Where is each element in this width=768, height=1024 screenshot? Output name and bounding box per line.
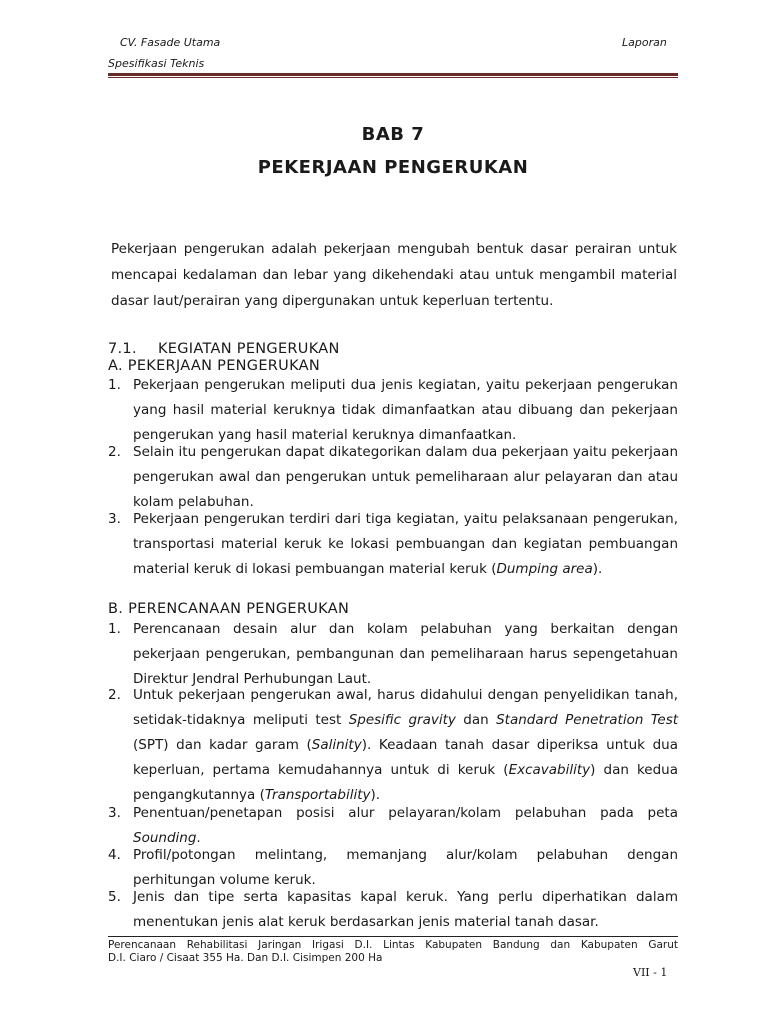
- chapter-title: PEKERJAAN PENGERUKAN: [257, 157, 529, 178]
- list-item-a1: [108, 373, 678, 448]
- header-rule-thick: [108, 73, 678, 76]
- page-footer: [108, 939, 678, 965]
- subsection-b-heading: B. PERENCANAAN PENGERUKAN: [108, 601, 350, 617]
- list-item-number: 2.: [108, 444, 121, 460]
- section-number: 7.1.: [108, 341, 137, 357]
- list-item-number: 1.: [108, 377, 121, 393]
- list-item-text: Untuk pekerjaan pengerukan awal, harus didahului dengan penyelidikan tanah, setidak-tidaknya meliputi test Spesific gravity dan Standard Penetration Test (SPT) dan kadar garam (Salinity). Keadaan tanah dasar diperiksa untuk dua keperluan, pertama kemudahannya untuk di keruk (Excavability) dan kedua pengangkutannya (Transportability).: [133, 687, 679, 803]
- intro-paragraph: Pekerjaan pengerukan adalah pekerjaan mengubah bentuk dasar perairan untuk mencapai kedalaman dan lebar yang dikehendaki atau untuk mengambil material dasar laut/perairan yang dipergunakan untuk keperluan tertentu.: [111, 241, 677, 309]
- footer-project-line: Perencanaan Rehabilitasi Jaringan Irigasi D.I. Lintas Kabupaten Bandung dan Kabupaten Garut: [108, 939, 678, 951]
- subsection-a-heading: A. PEKERJAAN PENGERUKAN: [108, 358, 321, 374]
- section-heading: [108, 341, 340, 357]
- list-item-text: Jenis dan tipe serta kapasitas kapal keruk. Yang perlu diperhatikan dalam menentukan jenis alat keruk berdasarkan jenis material tanah dasar.: [133, 889, 678, 930]
- footer-rule: [108, 936, 678, 937]
- header-rule-thin: [108, 77, 678, 78]
- list-item-number: 4.: [108, 847, 121, 863]
- list-item-b5: [108, 885, 678, 935]
- list-item-text: Pekerjaan pengerukan terdiri dari tiga kegiatan, yaitu pelaksanaan pengerukan, transportasi material keruk ke lokasi pembuangan dan kegiatan pembuangan material keruk di lokasi pembuangan material keruk (Dumping area).: [133, 511, 678, 577]
- list-item-b2: [108, 683, 678, 808]
- chapter-label: BAB 7: [361, 124, 425, 145]
- list-item-b1: [108, 617, 678, 692]
- list-item-text: Perencanaan desain alur dan kolam pelabuhan yang berkaitan dengan pekerjaan pengerukan, pembangunan dan pemeliharaan harus sepengetahuan Direktur Jendral Perhubungan Laut.: [133, 621, 678, 687]
- header-spec-label: Spesifikasi Teknis: [108, 57, 205, 70]
- list-item-number: 3.: [108, 805, 121, 821]
- section-title: KEGIATAN PENGERUKAN: [158, 341, 340, 357]
- list-item-number: 1.: [108, 621, 121, 637]
- list-item-number: 3.: [108, 511, 121, 527]
- list-item-a2: [108, 440, 678, 515]
- list-item-a3: [108, 507, 678, 582]
- list-item-text: Pekerjaan pengerukan meliputi dua jenis kegiatan, yaitu pekerjaan pengerukan yang hasil material keruknya tidak dimanfaatkan atau dibuang dan pekerjaan pengerukan yang hasil material keruknya dimanfaatkan.: [133, 377, 678, 443]
- list-item-text: Selain itu pengerukan dapat dikategorikan dalam dua pekerjaan yaitu pekerjaan pengerukan awal dan pengerukan untuk pemeliharaan alur pelayaran dan atau kolam pelabuhan.: [133, 444, 678, 510]
- list-item-text: Profil/potongan melintang, memanjang alur/kolam pelabuhan dengan perhitungan volume keruk.: [133, 847, 678, 888]
- list-item-number: 5.: [108, 889, 121, 905]
- page-number: VII - 1: [633, 966, 668, 979]
- header-company: CV. Fasade Utama: [120, 36, 221, 49]
- footer-location-line: D.I. Ciaro / Cisaat 355 Ha. Dan D.I. Cisimpen 200 Ha: [108, 952, 383, 964]
- header-report-label: Laporan: [622, 36, 667, 49]
- list-item-number: 2.: [108, 687, 121, 703]
- list-item-text: Penentuan/penetapan posisi alur pelayaran/kolam pelabuhan pada peta Sounding.: [133, 805, 678, 846]
